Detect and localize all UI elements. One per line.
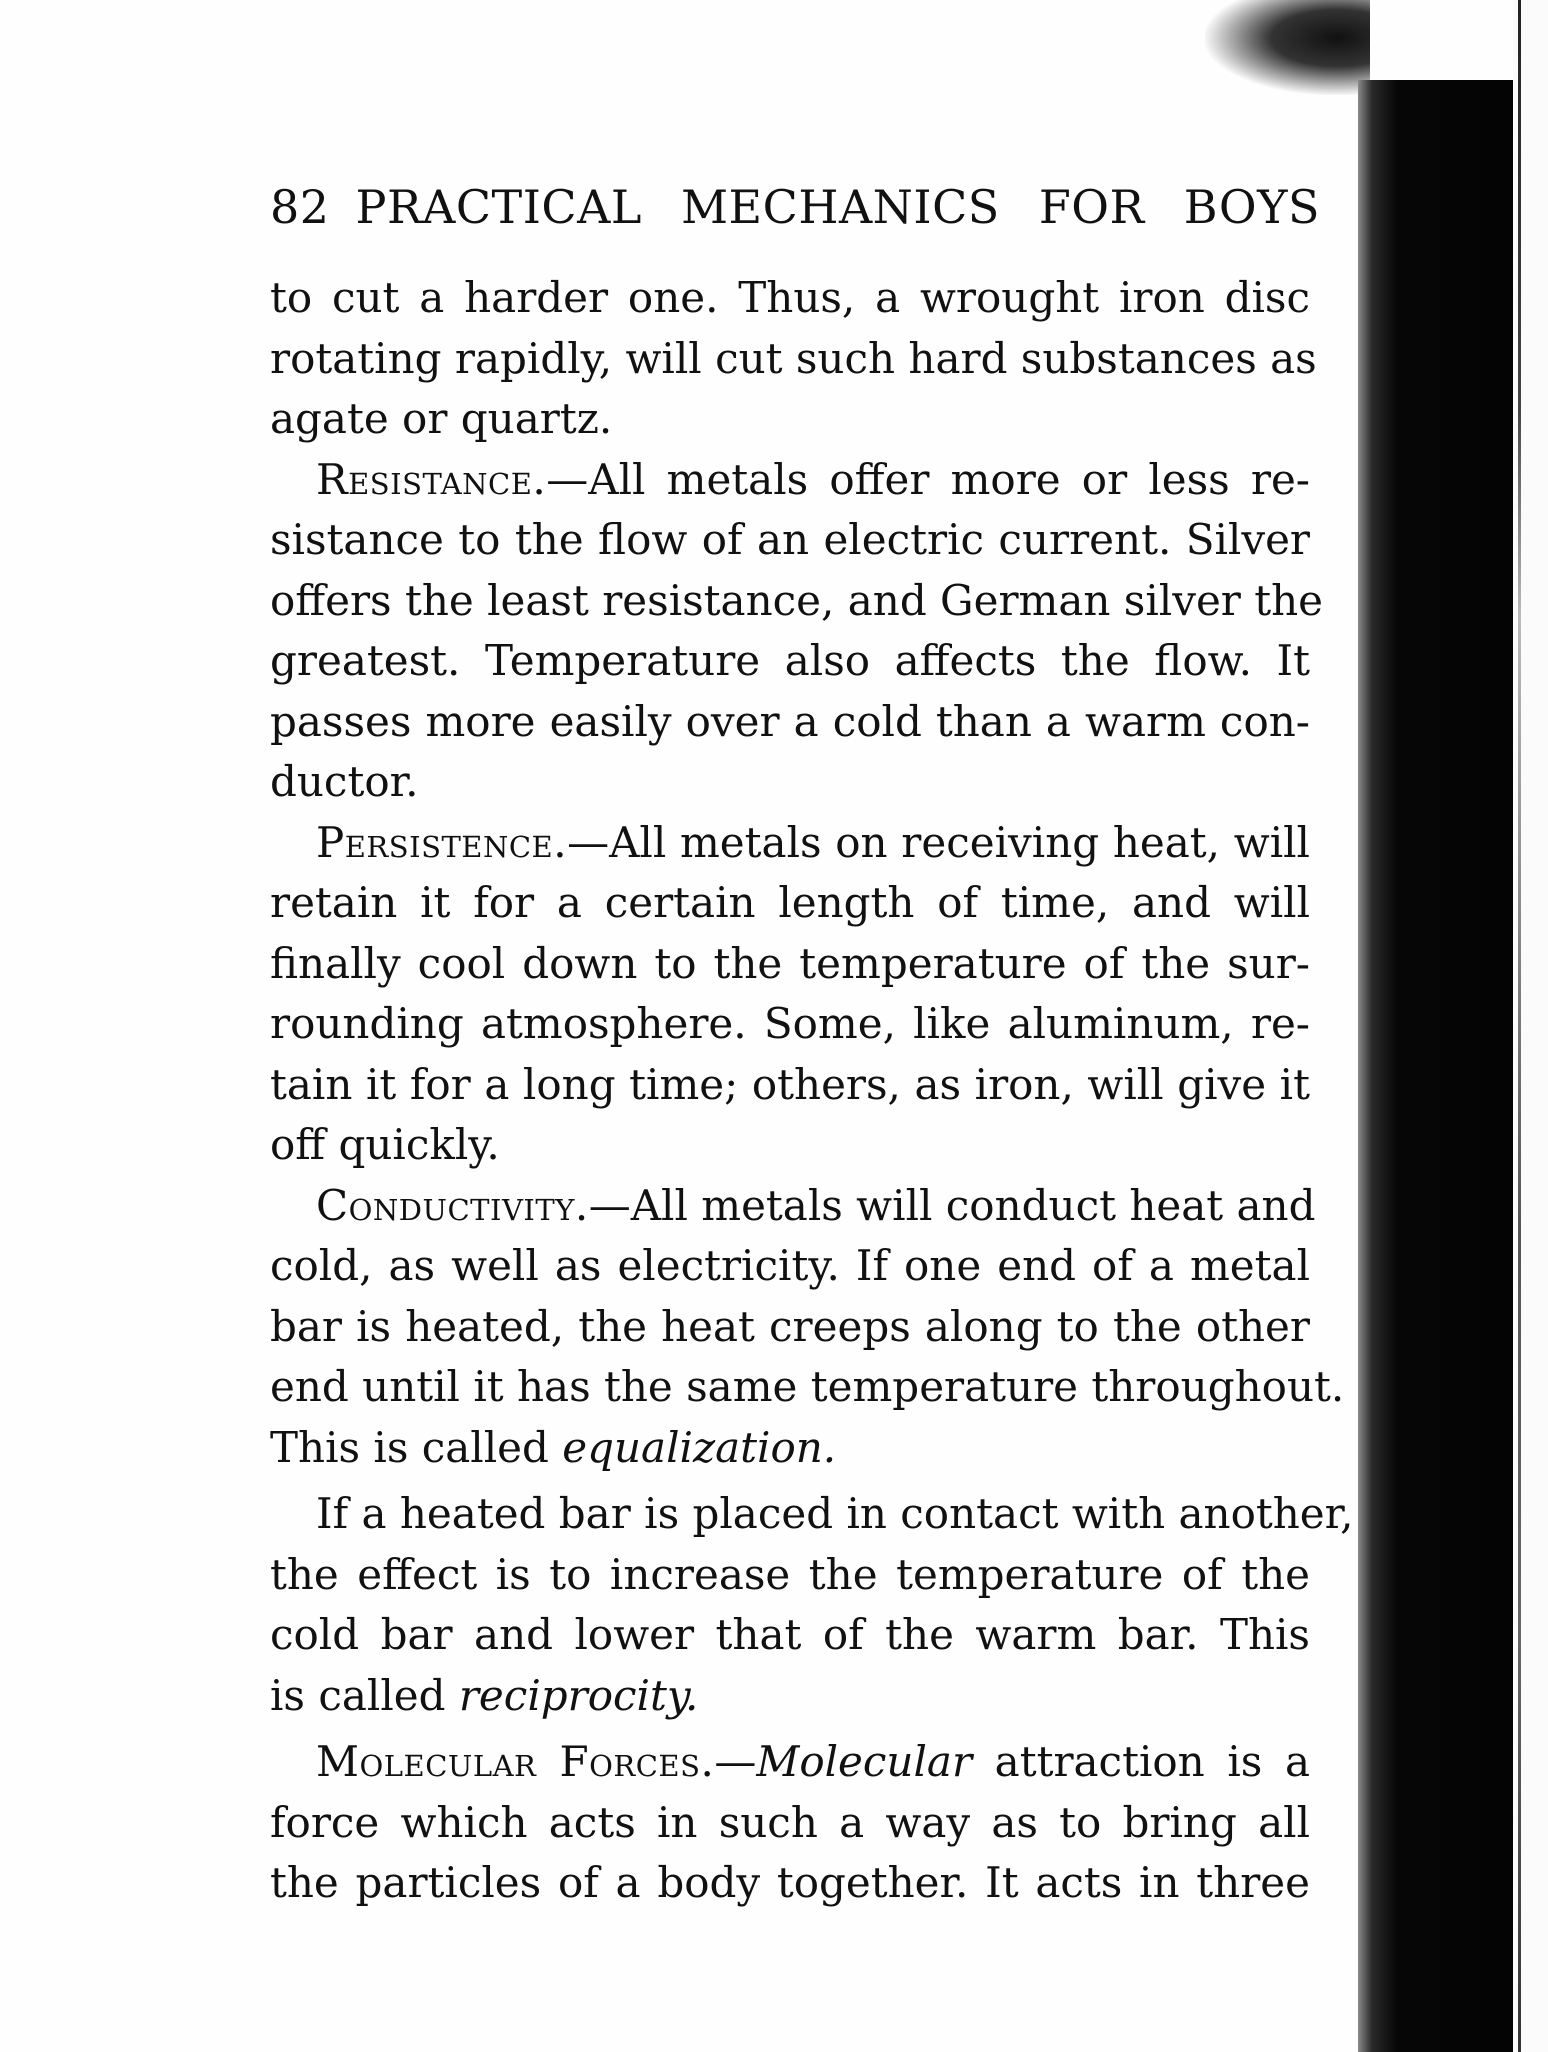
- text-line: retain it for a certain length of time, and will: [270, 878, 1310, 927]
- text-line: If a heated bar is placed in contact with another,: [316, 1489, 1354, 1538]
- body-text: [270, 268, 1354, 1914]
- text-line: [270, 813, 1310, 874]
- text-line: rounding atmosphere. Some, like aluminum, re-: [270, 999, 1310, 1048]
- text-line: sistance to the flow of an electric current. Silver: [270, 515, 1310, 564]
- text-line: cold, as well as electricity. If one end of a metal: [270, 1241, 1310, 1290]
- text-line: offers the least resistance, and German silver the: [270, 575, 1324, 625]
- page-number: 82: [270, 180, 330, 234]
- term-equalization: equalization.: [562, 1422, 837, 1472]
- text-line: rotating rapidly, will cut such hard substances as: [270, 333, 1317, 383]
- text-line: [270, 1666, 1310, 1727]
- text-line: bar is heated, the heat creeps along to the other: [270, 1301, 1310, 1351]
- text-line: [270, 1176, 1316, 1237]
- text-line: greatest. Temperature also affects the flow. It: [270, 636, 1310, 685]
- text-line: off quickly.: [270, 1120, 500, 1169]
- section-heading-molecular-forces: Molecular Forces.: [316, 1737, 715, 1786]
- text-line: ductor.: [270, 757, 419, 806]
- text-line: passes more easily over a cold than a warm con-: [270, 696, 1310, 746]
- facing-page-rule: [1518, 0, 1521, 2052]
- running-header: [270, 180, 1320, 234]
- running-title-word: FOR: [1038, 180, 1145, 234]
- text-run: attraction is a: [972, 1737, 1310, 1786]
- text-run: This is called: [270, 1422, 563, 1472]
- term-reciprocity: reciprocity.: [458, 1670, 699, 1720]
- text-line: [270, 450, 1310, 511]
- text-line: to cut a harder one. Thus, a wrought iron disc: [270, 273, 1310, 322]
- text-line: [270, 1732, 1310, 1793]
- text-line: cold bar and lower that of the warm bar. This: [270, 1610, 1310, 1659]
- running-title-word: PRACTICAL: [355, 180, 642, 234]
- running-title-word: BOYS: [1183, 180, 1320, 234]
- text-line: the particles of a body together. It acts in three: [270, 1858, 1310, 1907]
- text-line: [270, 1418, 1310, 1479]
- binding-gutter: [1358, 80, 1513, 2052]
- section-heading-resistance: Resistance.: [316, 454, 547, 504]
- text-line: force which acts in such a way as to bring all: [270, 1797, 1310, 1847]
- running-title: [356, 180, 1320, 234]
- term-molecular: Molecular: [756, 1737, 973, 1786]
- binding-shadow-top: [1205, 0, 1370, 95]
- text-line: the effect is to increase the temperature of the: [270, 1549, 1310, 1599]
- text-run: —All metals will conduct heat and: [588, 1180, 1316, 1230]
- text-run: is called: [270, 1670, 459, 1720]
- text-line: agate or quartz.: [270, 394, 613, 443]
- running-title-word: MECHANICS: [680, 180, 1000, 234]
- text-line: end until it has the same temperature throughout.: [270, 1362, 1345, 1411]
- text-line: finally cool down to the temperature of the sur-: [270, 938, 1310, 988]
- text-run: —All metals offer more or less re-: [546, 454, 1310, 504]
- section-heading-conductivity: Conductivity.: [316, 1180, 589, 1230]
- text-line: tain it for a long time; others, as iron, will give it: [270, 1059, 1310, 1109]
- text-run: —: [714, 1737, 757, 1786]
- section-heading-persistence: Persistence.: [316, 817, 568, 867]
- text-run: —All metals on receiving heat, will: [567, 817, 1310, 867]
